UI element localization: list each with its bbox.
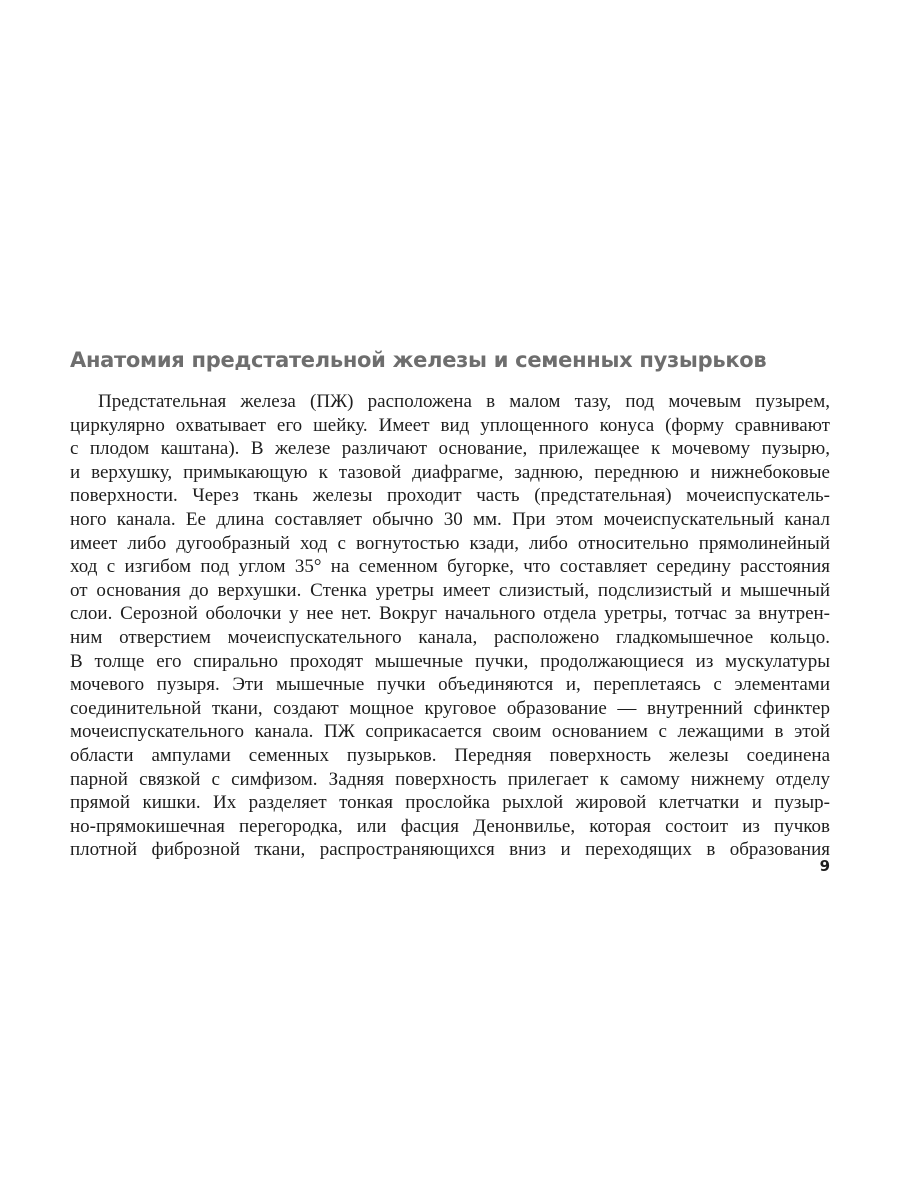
paragraph-line: области ампулами семенных пузырьков. Передняя поверхность железы соединена: [70, 744, 830, 766]
paragraph-line: ним отверстием мочеиспускательного канала, расположено гладкомышечное кольцо.: [70, 626, 830, 648]
section-title: Анатомия предстательной железы и семенных пузырьков: [70, 348, 767, 372]
paragraph-line: ного канала. Ее длина составляет обычно 30 мм. При этом мочеиспускательный канал: [70, 508, 830, 530]
paragraph-line: слои. Серозной оболочки у нее нет. Вокруг начального отдела уретры, тотчас за внутрен-: [70, 603, 830, 625]
paragraph-line: с плодом каштана). В железе различают основание, прилежащее к мочевому пузырю,: [70, 438, 830, 460]
paragraph-line: парной связкой с симфизом. Задняя поверхность прилегает к самому нижнему отделу: [70, 768, 830, 790]
paragraph-line: циркулярно охватывает его шейку. Имеет вид уплощенного конуса (форму сравнивают: [70, 414, 830, 436]
paragraph-line: мочеиспускательного канала. ПЖ соприкасается своим основанием с лежащими в этой: [70, 721, 830, 743]
paragraph-line: соединительной ткани, создают мощное круговое образование — внутренний сфинктер: [70, 697, 830, 719]
paragraph-line: но-прямокишечная перегородка, или фасция Денонвилье, которая состоит из пучков: [70, 815, 830, 837]
paragraph-line: В толще его спирально проходят мышечные пучки, продолжающиеся из мускулатуры: [70, 650, 830, 672]
body-paragraph: [70, 390, 830, 862]
paragraph-line: и верхушку, примыкающую к тазовой диафрагме, заднюю, переднюю и нижнебоковые: [70, 461, 830, 483]
paragraph-line: ход с изгибом под углом 35° на семенном бугорке, что составляет середину расстояния: [70, 556, 830, 578]
paragraph-line: имеет либо дугообразный ход с вогнутостью кзади, либо относительно прямолинейный: [70, 532, 830, 554]
paragraph-line: Предстательная железа (ПЖ) расположена в малом тазу, под мочевым пузырем,: [98, 391, 830, 412]
paragraph-line: плотной фиброзной ткани, распространяющихся вниз и переходящих в образования: [70, 839, 830, 861]
page-number: 9: [819, 857, 830, 875]
paragraph-line: мочевого пузыря. Эти мышечные пучки объединяются и, переплетаясь с элементами: [70, 674, 830, 696]
paragraph-line: поверхности. Через ткань железы проходит часть (предстательная) мочеиспускатель-: [70, 485, 830, 507]
paragraph-line: от основания до верхушки. Стенка уретры имеет слизистый, подслизистый и мышечный: [70, 579, 830, 601]
paragraph-line: прямой кишки. Их разделяет тонкая прослойка рыхлой жировой клетчатки и пузыр-: [70, 792, 830, 814]
